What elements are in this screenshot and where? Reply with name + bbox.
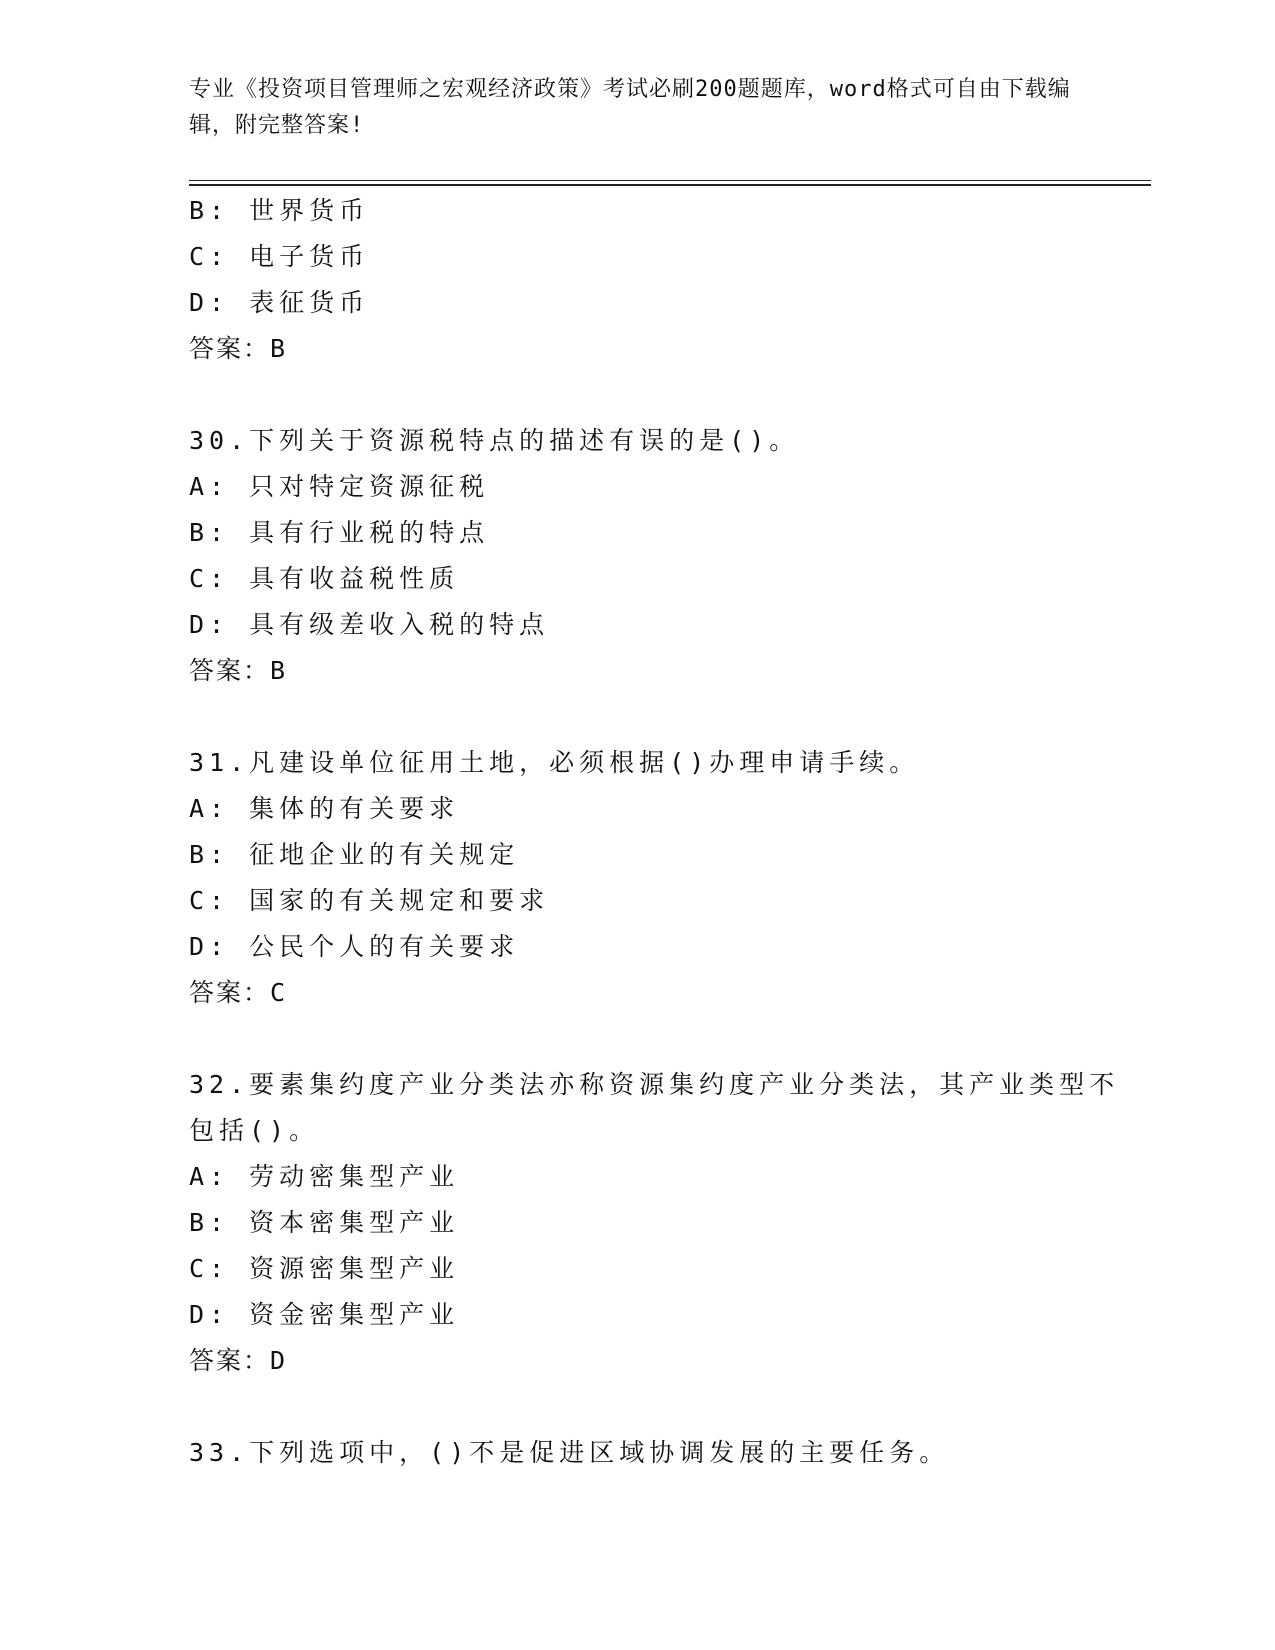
question-stem: 32.要素集约度产业分类法亦称资源集约度产业分类法，其产业类型不 — [189, 1070, 1120, 1099]
option-c: C: 国家的有关规定和要求 — [189, 886, 550, 915]
answer-line: 答案：D — [189, 1346, 288, 1375]
option-b: B: 征地企业的有关规定 — [189, 840, 520, 869]
question-list — [189, 188, 1120, 1476]
option-c: C: 电子货币 — [189, 242, 370, 271]
option-c: C: 资源密集型产业 — [189, 1254, 460, 1283]
header-divider-thin — [189, 180, 1151, 181]
answer-line: 答案：C — [189, 978, 288, 1007]
option-d: D: 资金密集型产业 — [189, 1300, 460, 1329]
option-a: A: 集体的有关要求 — [189, 794, 460, 823]
question-stem: 33.下列选项中，()不是促进区域协调发展的主要任务。 — [189, 1438, 950, 1467]
option-d: D: 公民个人的有关要求 — [189, 932, 520, 961]
question-stem-continued: 包括()。 — [189, 1116, 320, 1145]
spacer — [189, 1016, 1109, 1062]
option-c: C: 具有收益税性质 — [189, 564, 460, 593]
document-header: 专业《投资项目管理师之宏观经济政策》考试必刷200题题库，word格式可自由下载编辑，附完整答案! — [189, 77, 1071, 138]
spacer — [189, 694, 1109, 740]
option-a: A: 只对特定资源征税 — [189, 472, 490, 501]
answer-line: 答案：B — [189, 656, 288, 685]
spacer — [189, 372, 1109, 418]
option-b: B: 世界货币 — [189, 196, 370, 225]
question-stem: 31.凡建设单位征用土地，必须根据()办理申请手续。 — [189, 748, 920, 777]
answer-line: 答案：B — [189, 334, 288, 363]
option-b: B: 具有行业税的特点 — [189, 518, 490, 547]
option-b: B: 资本密集型产业 — [189, 1208, 460, 1237]
option-d: D: 表征货币 — [189, 288, 370, 317]
question-stem: 30.下列关于资源税特点的描述有误的是()。 — [189, 426, 800, 455]
header-divider-thick — [189, 184, 1151, 186]
option-d: D: 具有级差收入税的特点 — [189, 610, 550, 639]
option-a: A: 劳动密集型产业 — [189, 1162, 460, 1191]
spacer — [189, 1384, 1109, 1430]
